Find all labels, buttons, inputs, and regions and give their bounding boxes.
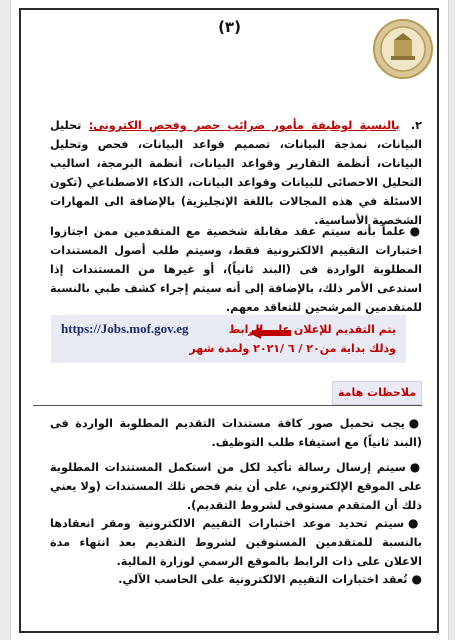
item-text: تحليل البيانات، نمذجة البيانات، تصميم قواعد البيانات، فحص وتحليل البيانات، أنظمة التقارير وقواعد البيانات، أنظمة البرمجة، اساليب التحليل الاحصائى للبيانات وقواعد البيانات، الذكاء الاصطناعي (تكون الاسئلة في هذه المجالات باللغة الإنجليزية) بالإضافة الى المهارات الشخصية الأساسية.: [50, 119, 422, 227]
item-number: ٢.: [410, 119, 422, 132]
interview-text: علماً بأنه سيتم عقد مقابلة شخصية مع المتقدمين ممن اجتازوا اختبارات التقييم الالكترونية فقط، وسيتم طلب أصول المستندات المطلوبة الواردة فى (البند ثانياً)، أو غيرها من المستندات إذا استدعى الأمر ذلك، بالإضافة إلى أنه سيتم إجراء كشف طبي بالنسبة للمتقدمين المرشحين للتعاقد معهم.: [50, 225, 422, 314]
ministry-seal-logo: [372, 18, 434, 80]
item-heading: بالنسبة لوظيفة مأمور ضرائب حصر وفحص الكترونى:: [88, 119, 400, 132]
page-number: (٣): [218, 18, 241, 36]
note-text: يجب تحميل صور كافة مستندات التقديم المطلوبة الواردة فى (البند ثانياً) مع استيفاء طلب التوظيف.: [50, 417, 422, 449]
note-item-1: [50, 414, 422, 452]
apply-date-text: وذلك بداية من٢٠ / ٦ /٢٠٢١ ولمدة شهر: [189, 342, 396, 355]
note-text: تُعقد اختبارات التقييم الالكترونية على الحاسب الآلي.: [118, 573, 408, 586]
divider: [33, 405, 422, 406]
bullet-icon: ●: [411, 572, 422, 586]
apply-text: يتم التقديم للإعلان على الرابط: [228, 323, 396, 336]
interview-paragraph: [50, 222, 422, 317]
note-item-3: [50, 514, 422, 571]
document-page: [10, 0, 449, 640]
note-item-2: [50, 458, 422, 515]
notes-heading: ملاحظات هامة: [332, 381, 422, 405]
bullet-icon: ●: [409, 224, 422, 238]
jobs-link[interactable]: https://Jobs.mof.gov.eg: [61, 321, 189, 336]
application-link-box: [51, 315, 406, 363]
bullet-icon: ●: [409, 460, 422, 474]
bullet-icon: ●: [407, 516, 422, 530]
note-item-4: [50, 570, 422, 589]
item-2: [50, 116, 422, 230]
note-text: سيتم إرسال رسالة تأكيد لكل من استكمل المستندات المطلوبة على الموقع الإلكتروني، على أن يتم فحص تلك المستندات (ولا يعني ذلك أن المتقدم مستوفى لشروط التقديم).: [50, 461, 422, 512]
bullet-icon: ●: [408, 416, 422, 430]
note-text: سيتم تحديد موعد اختبارات التقييم الالكترونية ومقر انعقادها بالنسبة للمتقدمين المستوفين لشروط التقديم بعد انتهاء مدة الاعلان على ذات الرابط بالموقع الرسمي لوزارة المالية.: [50, 517, 422, 568]
